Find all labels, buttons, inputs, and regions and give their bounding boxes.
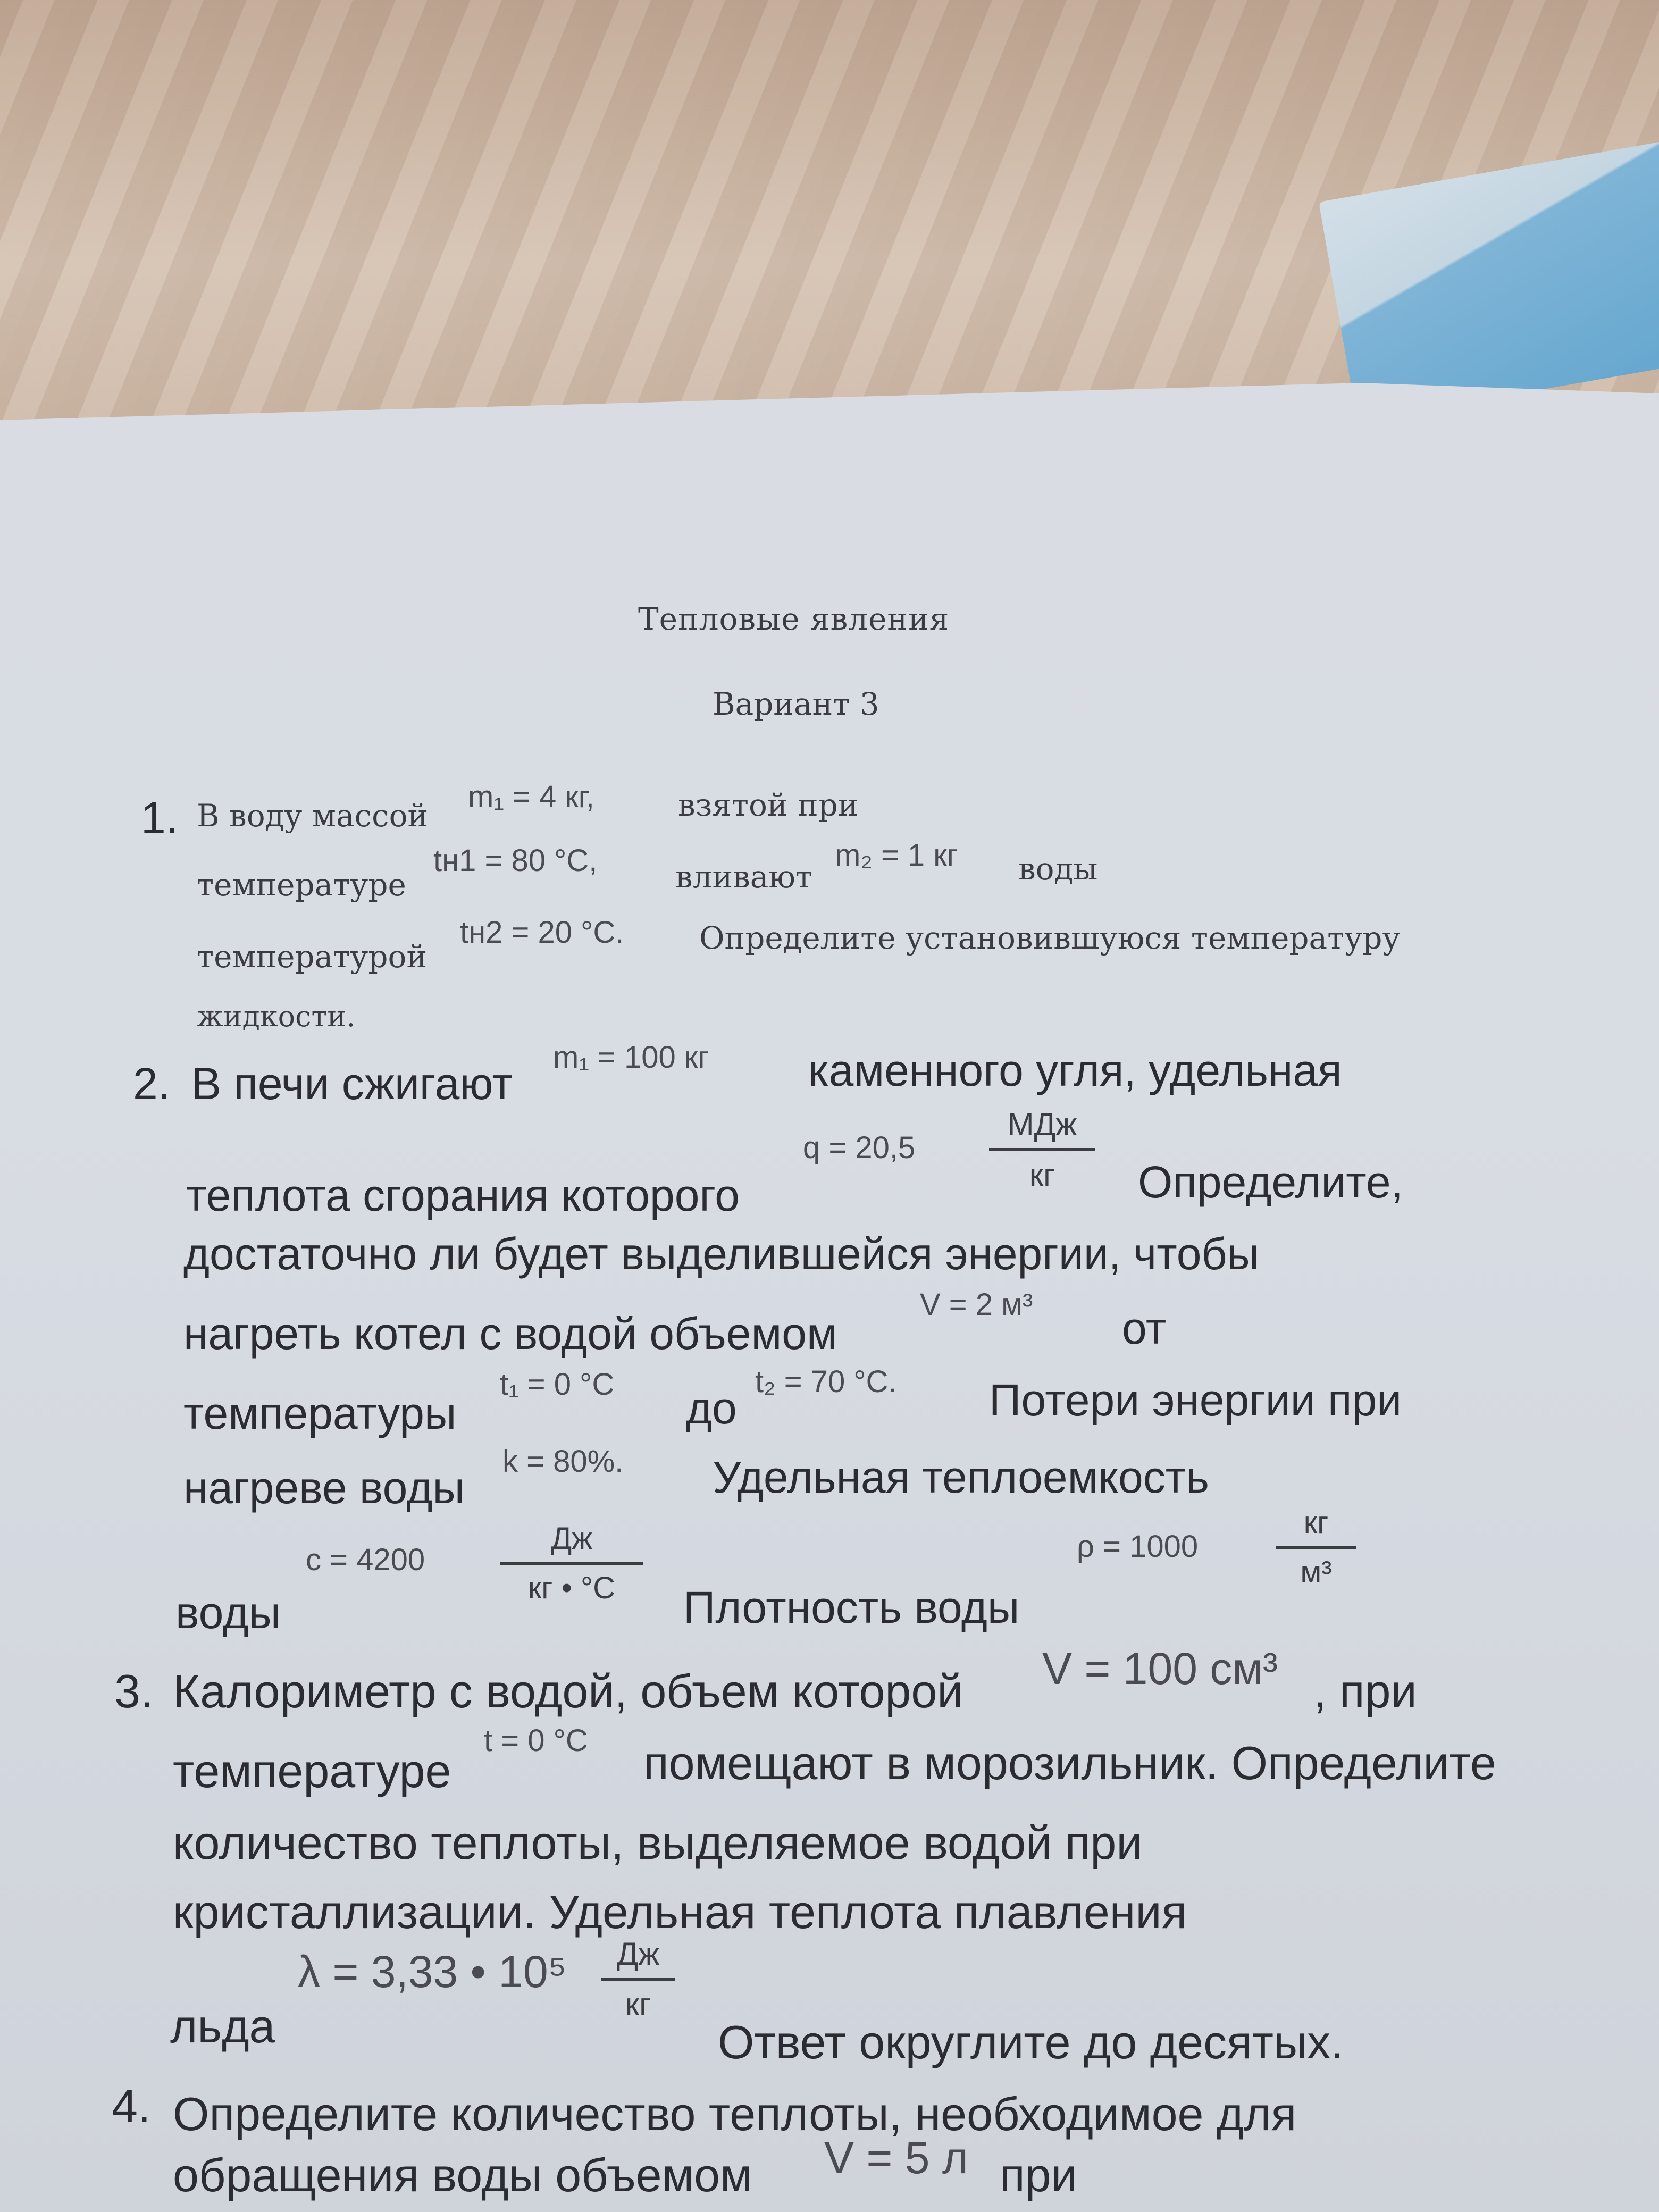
- problem-2-temp-end: t₂ = 70 °С.: [755, 1364, 897, 1399]
- problem-1-text: Определите установившуюся температуру: [699, 920, 1401, 956]
- fraction-denominator: кг: [625, 1987, 651, 2022]
- problem-3-number: 3.: [114, 1665, 154, 1717]
- problem-2-q-unit: [989, 1106, 1095, 1193]
- problem-2-text: теплота сгорания которого: [186, 1170, 740, 1220]
- problem-1-mass-1: m₁ = 4 кг,: [468, 780, 594, 814]
- fraction-bar: [1276, 1546, 1356, 1549]
- problem-4-number: 4.: [112, 2080, 151, 2132]
- variant-label: Вариант 3: [713, 686, 879, 722]
- problem-1-text: вливают: [675, 859, 812, 895]
- problem-2-number: 2.: [133, 1059, 171, 1109]
- problem-3-text: Калориметр с водой, объем которой: [173, 1665, 963, 1717]
- problem-2-text: нагреве воды: [183, 1463, 465, 1513]
- problem-2-text: В печи сжигают: [191, 1059, 513, 1109]
- problem-3-latent-heat: λ = 3,33 • 10⁵: [298, 1947, 567, 1997]
- problem-4-text: при: [1000, 2149, 1077, 2201]
- problem-1-text: жидкости.: [197, 1000, 356, 1033]
- fraction-bar: [989, 1148, 1095, 1151]
- problem-2-text: Определите,: [1138, 1157, 1403, 1207]
- fraction-numerator: МДж: [1007, 1107, 1077, 1142]
- problem-3-temp: t = 0 °С: [484, 1723, 588, 1758]
- problem-2-loss: k = 80%.: [502, 1444, 624, 1479]
- problem-4-text: Определите количество теплоты, необходимое для: [173, 2088, 1297, 2140]
- problem-1-number: 1.: [141, 793, 179, 843]
- problem-3-text: помещают в морозильник. Определите: [643, 1737, 1496, 1789]
- problem-1-text: взятой при: [678, 787, 859, 823]
- problem-3-text: температуре: [173, 1745, 451, 1797]
- problem-2-text: достаточно ли будет выделившейся энергии, чтобы: [183, 1229, 1259, 1279]
- fraction-numerator: кг: [1303, 1505, 1329, 1540]
- problem-2-rho-unit: [1276, 1505, 1356, 1590]
- problem-1-mass-2: m₂ = 1 кг: [835, 838, 958, 873]
- problem-1-text: В воду массой: [197, 798, 429, 834]
- problem-3-text: количество теплоты, выделяемое водой при: [173, 1816, 1143, 1869]
- problem-2-text: до: [686, 1383, 737, 1433]
- problem-2-c-unit: [500, 1521, 643, 1606]
- problem-1-text: воды: [1018, 851, 1098, 887]
- problem-2-text: Удельная теплоемкость: [713, 1452, 1209, 1502]
- problem-4-volume: V = 5 л: [824, 2133, 968, 2183]
- fraction-bar: [601, 1978, 675, 1981]
- fraction-bar: [500, 1562, 643, 1565]
- problem-3-text: льда: [170, 2000, 275, 2052]
- worksheet-title: Тепловые явления: [638, 601, 950, 637]
- problem-2-text: температуры: [183, 1388, 457, 1438]
- problem-2-text: воды: [175, 1588, 281, 1638]
- problem-3-text: кристаллизации. Удельная теплота плавления: [173, 1886, 1187, 1938]
- problem-1-text: температуре: [197, 867, 406, 903]
- problem-3-lambda-unit: [601, 1936, 675, 2023]
- problem-2-volume: V = 2 м³: [920, 1287, 1033, 1322]
- problem-2-text: от: [1122, 1303, 1167, 1353]
- problem-3-text: Ответ округлите до десятых.: [718, 2016, 1344, 2068]
- problem-2-density: ρ = 1000: [1077, 1529, 1199, 1564]
- problem-4-text: обращения воды объемом: [173, 2149, 752, 2201]
- problem-2-text: Потери энергии при: [989, 1375, 1402, 1425]
- problem-3-text: , при: [1313, 1665, 1417, 1717]
- fraction-numerator: Дж: [550, 1521, 593, 1556]
- fraction-denominator: м³: [1300, 1555, 1332, 1589]
- problem-1-temp-2: tн2 = 20 °С.: [460, 915, 624, 950]
- problem-2-text: нагреть котел с водой объемом: [183, 1309, 837, 1359]
- problem-1-text: температурой: [197, 939, 428, 975]
- problem-2-mass: m₁ = 100 кг: [553, 1040, 709, 1075]
- fraction-denominator: кг: [1029, 1157, 1055, 1193]
- problem-1-temp-1: tн1 = 80 °С,: [433, 843, 598, 878]
- problem-2-text: каменного угля, удельная: [808, 1045, 1342, 1095]
- fraction-numerator: Дж: [616, 1936, 660, 1972]
- problem-3-volume: V = 100 см³: [1042, 1644, 1278, 1694]
- fraction-denominator: кг • °С: [527, 1571, 616, 1605]
- problem-2-text: Плотность воды: [683, 1582, 1020, 1632]
- problem-2-heat-of-combustion: q = 20,5: [803, 1130, 916, 1165]
- problem-2-temp-start: t₁ = 0 °С: [500, 1367, 615, 1402]
- problem-2-specific-heat: c = 4200: [306, 1543, 425, 1577]
